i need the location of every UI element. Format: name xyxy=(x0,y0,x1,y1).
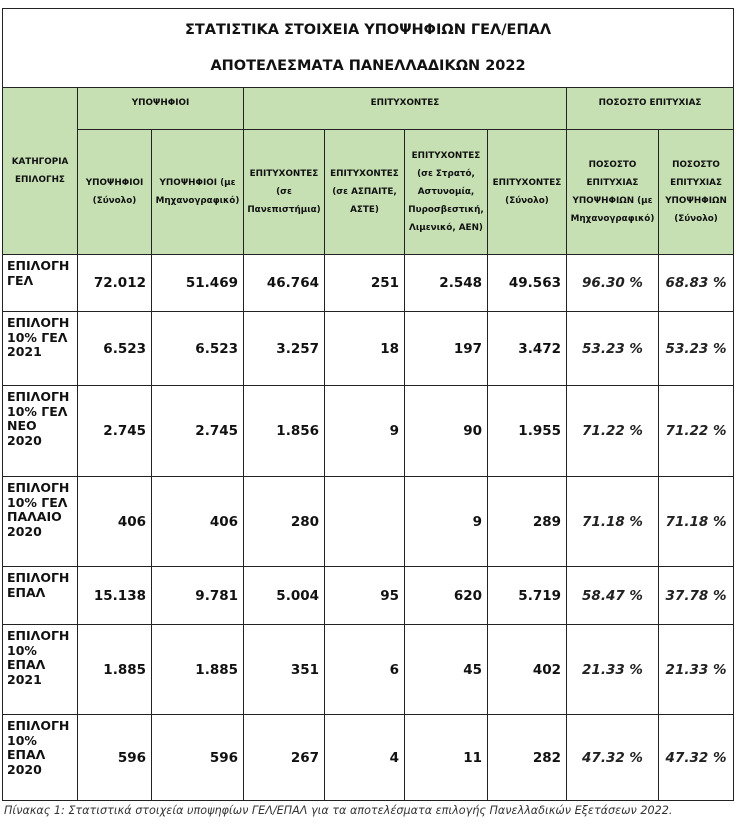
table-row xyxy=(3,312,734,386)
cell-percent: 21.33 % xyxy=(659,625,734,715)
cell-percent: 47.32 % xyxy=(567,715,659,801)
cell-value: 51.469 xyxy=(152,255,244,312)
cell-value: 9 xyxy=(325,386,405,477)
cell-value: 11 xyxy=(405,715,488,801)
table-row xyxy=(3,715,734,801)
cell-value: 46.764 xyxy=(244,255,325,312)
row-category: ΕΠΙΛΟΓΗ 10% ΓΕΛ 2021 xyxy=(3,312,78,386)
column-header-row xyxy=(3,130,734,255)
cell-value: 2.745 xyxy=(78,386,152,477)
header-column: ΠΟΣΟΣΤΟ ΕΠΙΤΥΧΙΑΣ ΥΠΟΨΗΦΙΩΝ (Σύνολο) xyxy=(659,130,734,255)
header-category: ΚΑΤΗΓΟΡΙΑ ΕΠΙΛΟΓΗΣ xyxy=(3,88,78,255)
cell-percent: 21.33 % xyxy=(567,625,659,715)
cell-value: 18 xyxy=(325,312,405,386)
header-group-candidates: ΥΠΟΨΗΦΙΟΙ xyxy=(78,88,244,130)
cell-value: 90 xyxy=(405,386,488,477)
cell-value: 6.523 xyxy=(152,312,244,386)
cell-value: 9.781 xyxy=(152,567,244,625)
header-group-rate: ΠΟΣΟΣΤΟ ΕΠΙΤΥΧΙΑΣ xyxy=(567,88,734,130)
cell-value: 5.719 xyxy=(488,567,567,625)
header-column: ΕΠΙΤΥΧΟΝΤΕΣ (σε Πανεπιστήμια) xyxy=(244,130,325,255)
table-caption: Πίνακας 1: Στατιστικά στοιχεία υποψηφίων ΓΕΛ/ΕΠΑΛ για τα αποτελέσματα επιλογής Πανελλαδικών Εξετάσεων 2022. xyxy=(4,804,673,817)
header-column: ΠΟΣΟΣΤΟ ΕΠΙΤΥΧΙΑΣ ΥΠΟΨΗΦΙΩΝ (με Μηχανογραφικό) xyxy=(567,130,659,255)
cell-percent: 71.22 % xyxy=(567,386,659,477)
table-row xyxy=(3,567,734,625)
cell-value: 2.548 xyxy=(405,255,488,312)
cell-value: 6.523 xyxy=(78,312,152,386)
cell-value: 620 xyxy=(405,567,488,625)
cell-value: 15.138 xyxy=(78,567,152,625)
cell-percent: 58.47 % xyxy=(567,567,659,625)
row-category: ΕΠΙΛΟΓΗ ΕΠΑΛ xyxy=(3,567,78,625)
header-group-successful: ΕΠΙΤΥΧΟΝΤΕΣ xyxy=(244,88,567,130)
cell-value: 351 xyxy=(244,625,325,715)
row-category: ΕΠΙΛΟΓΗ 10% ΓΕΛ ΠΑΛΑΙΟ 2020 xyxy=(3,477,78,567)
title-line-2: ΑΠΟΤΕΛΕΣΜΑΤΑ ΠΑΝΕΛΛΑΔΙΚΩΝ 2022 xyxy=(210,58,526,74)
cell-value: 280 xyxy=(244,477,325,567)
cell-value: 251 xyxy=(325,255,405,312)
cell-value: 6 xyxy=(325,625,405,715)
cell-value: 1.856 xyxy=(244,386,325,477)
cell-value: 406 xyxy=(152,477,244,567)
cell-percent: 71.22 % xyxy=(659,386,734,477)
cell-value: 289 xyxy=(488,477,567,567)
cell-percent: 53.23 % xyxy=(659,312,734,386)
cell-value: 5.004 xyxy=(244,567,325,625)
cell-value: 282 xyxy=(488,715,567,801)
cell-value: 72.012 xyxy=(78,255,152,312)
row-category: ΕΠΙΛΟΓΗ ΓΕΛ xyxy=(3,255,78,312)
cell-value: 1.885 xyxy=(152,625,244,715)
header-column: ΥΠΟΨΗΦΙΟΙ (με Μηχανογραφικό) xyxy=(152,130,244,255)
cell-value: 596 xyxy=(152,715,244,801)
cell-value: 3.472 xyxy=(488,312,567,386)
row-category: ΕΠΙΛΟΓΗ 10% ΕΠΑΛ 2021 xyxy=(3,625,78,715)
title-row xyxy=(3,9,734,88)
title-line-1: ΣΤΑΤΙΣΤΙΚΑ ΣΤΟΙΧΕΙΑ ΥΠΟΨΗΦΙΩΝ ΓΕΛ/ΕΠΑΛ xyxy=(184,22,552,38)
cell-percent: 47.32 % xyxy=(659,715,734,801)
cell-value: 1.955 xyxy=(488,386,567,477)
header-column: ΥΠΟΨΗΦΙΟΙ (Σύνολο) xyxy=(78,130,152,255)
group-header-row xyxy=(3,88,734,130)
cell-percent: 71.18 % xyxy=(567,477,659,567)
cell-value: 9 xyxy=(405,477,488,567)
cell-value: 402 xyxy=(488,625,567,715)
cell-value: 45 xyxy=(405,625,488,715)
cell-percent: 71.18 % xyxy=(659,477,734,567)
header-column: ΕΠΙΤΥΧΟΝΤΕΣ (σε Στρατό, Αστυνομία, Πυροσβεστική, Λιμενικό, ΑΕΝ) xyxy=(405,130,488,255)
cell-value: 197 xyxy=(405,312,488,386)
cell-value: 2.745 xyxy=(152,386,244,477)
table-row xyxy=(3,386,734,477)
cell-value: 267 xyxy=(244,715,325,801)
row-category: ΕΠΙΛΟΓΗ 10% ΕΠΑΛ 2020 xyxy=(3,715,78,801)
header-column: ΕΠΙΤΥΧΟΝΤΕΣ (Σύνολο) xyxy=(488,130,567,255)
row-category: ΕΠΙΛΟΓΗ 10% ΓΕΛ ΝΕΟ 2020 xyxy=(3,386,78,477)
cell-value: 3.257 xyxy=(244,312,325,386)
table-row xyxy=(3,255,734,312)
cell-percent: 53.23 % xyxy=(567,312,659,386)
cell-percent: 37.78 % xyxy=(659,567,734,625)
cell-value: 95 xyxy=(325,567,405,625)
cell-percent: 68.83 % xyxy=(659,255,734,312)
cell-value xyxy=(325,477,405,567)
cell-value: 406 xyxy=(78,477,152,567)
cell-value: 1.885 xyxy=(78,625,152,715)
stats-table xyxy=(2,8,734,801)
table-row xyxy=(3,625,734,715)
header-column: ΕΠΙΤΥΧΟΝΤΕΣ (σε ΑΣΠΑΙΤΕ, ΑΣΤΕ) xyxy=(325,130,405,255)
cell-value: 4 xyxy=(325,715,405,801)
cell-value: 49.563 xyxy=(488,255,567,312)
cell-percent: 96.30 % xyxy=(567,255,659,312)
table-title xyxy=(3,9,734,88)
table-row xyxy=(3,477,734,567)
cell-value: 596 xyxy=(78,715,152,801)
